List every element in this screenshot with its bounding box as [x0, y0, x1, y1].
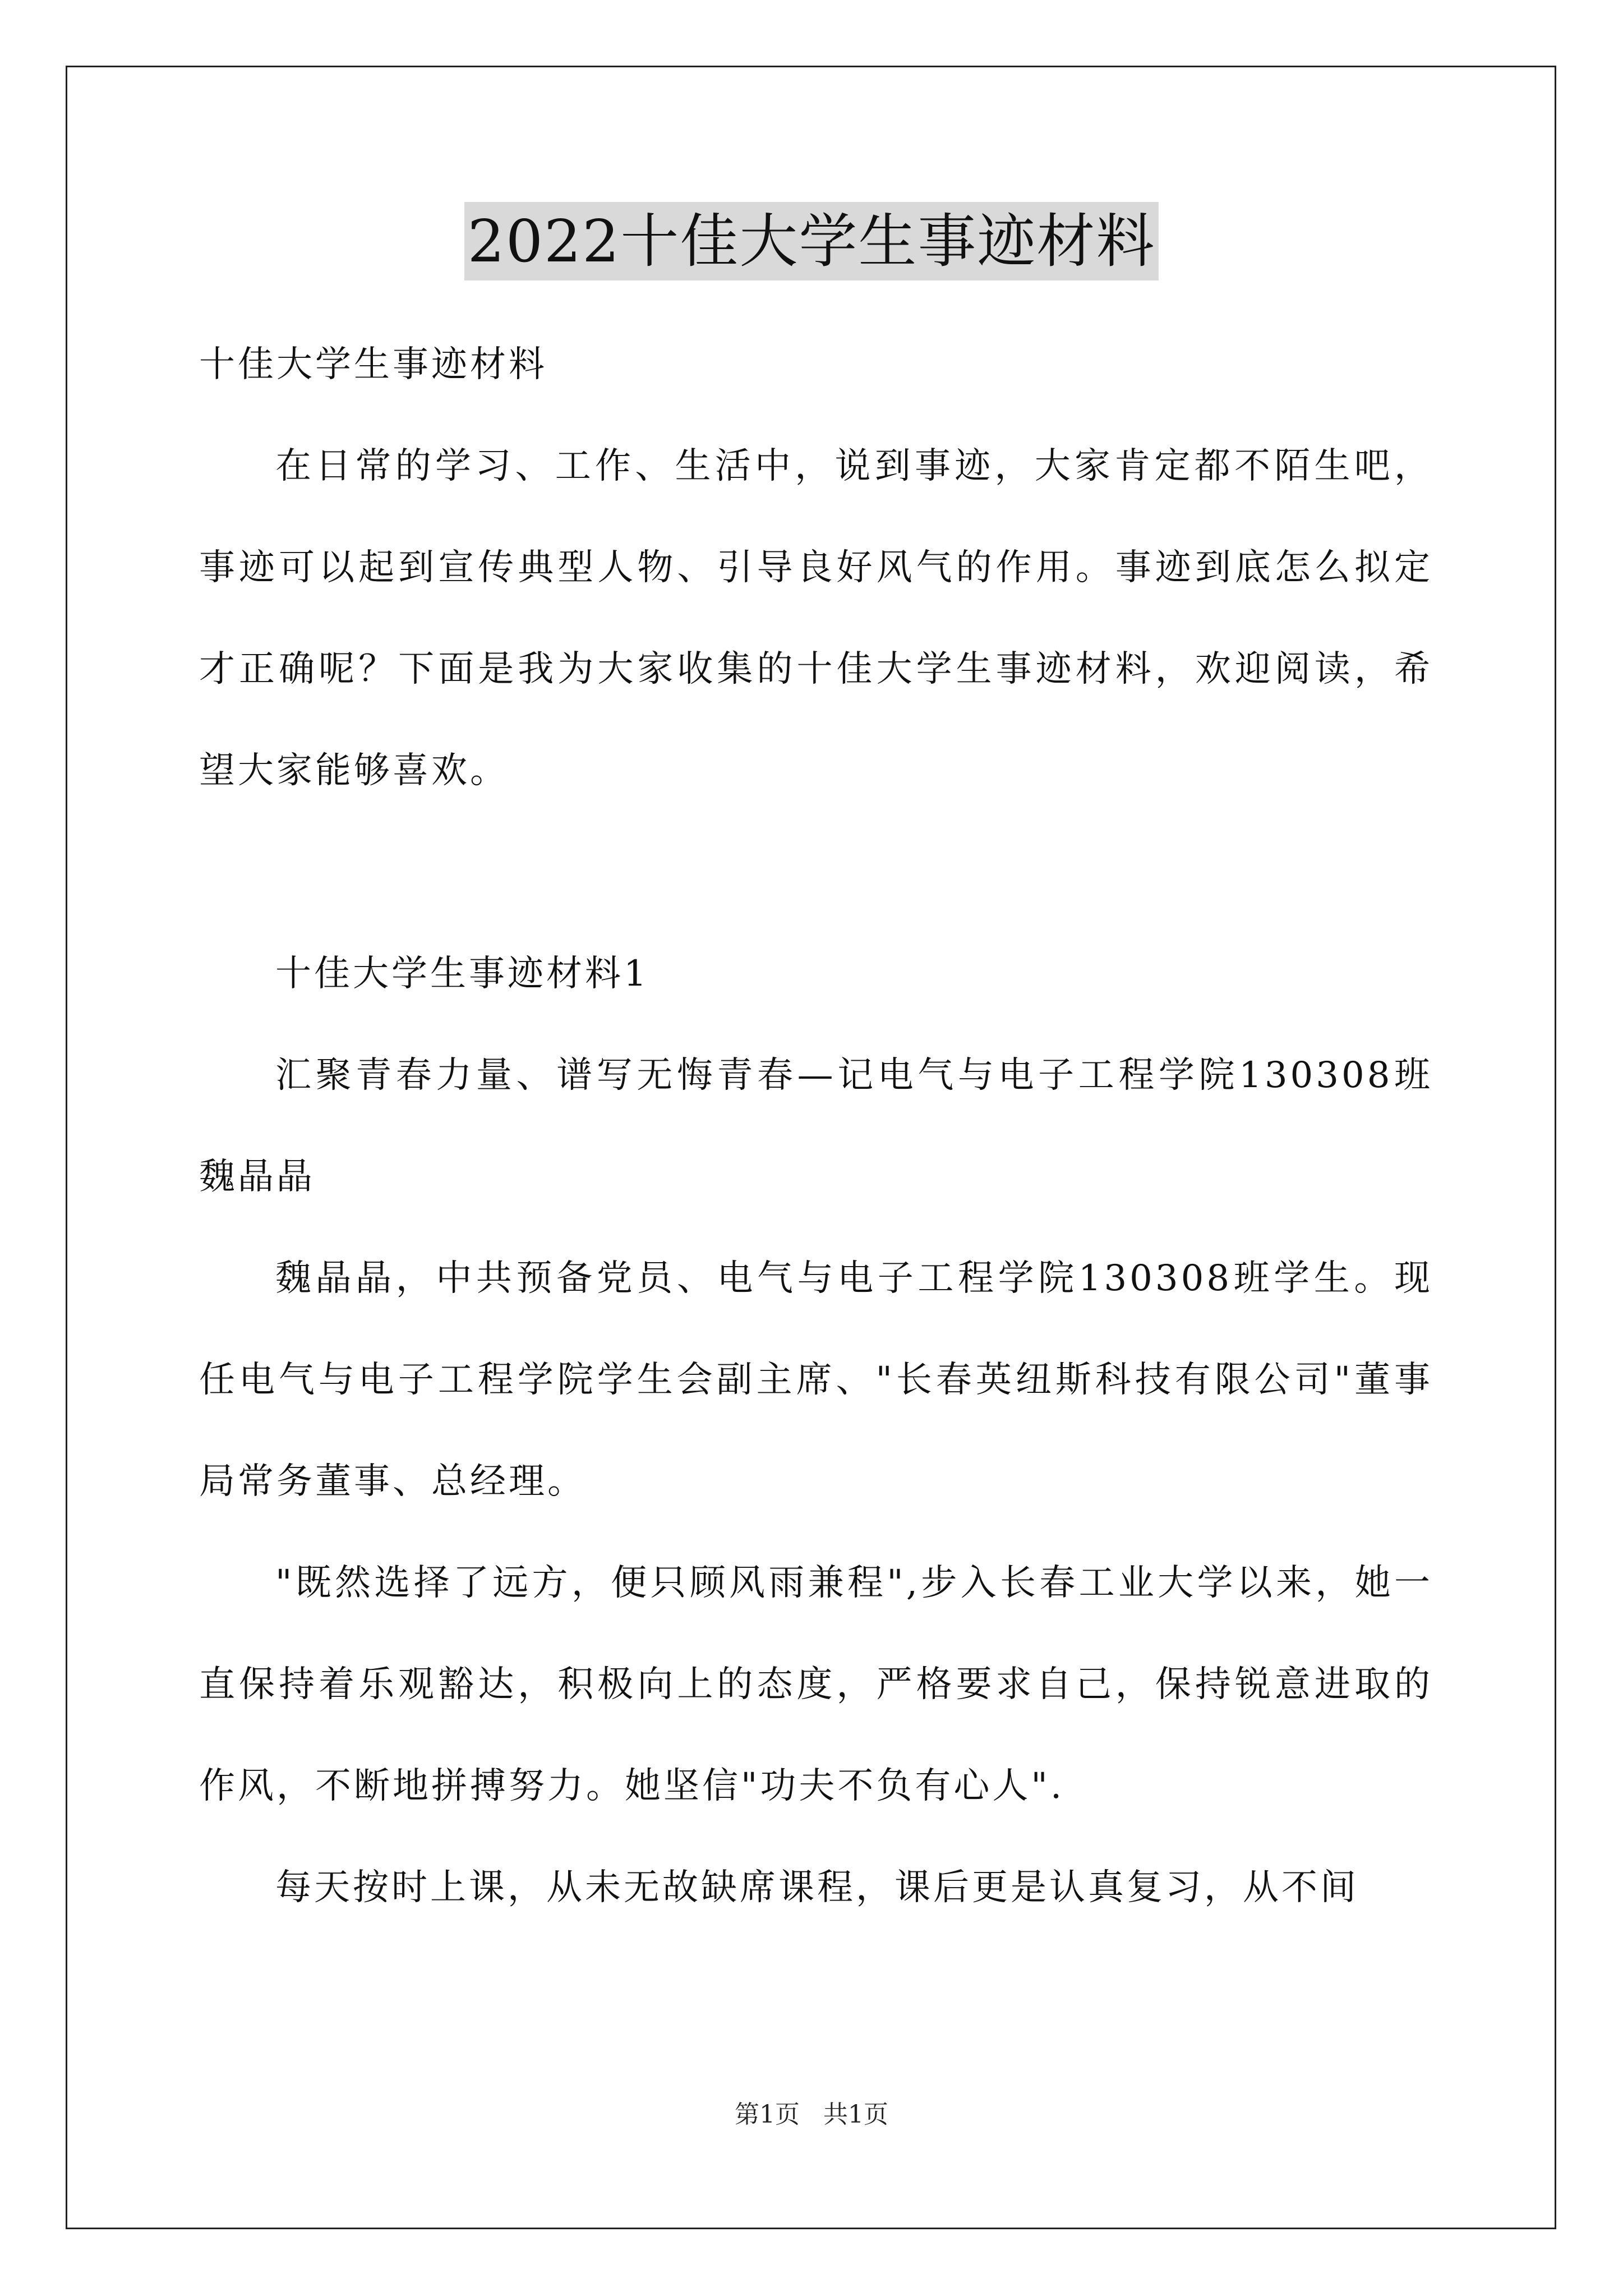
- page-footer: 第1页 共1页: [735, 2100, 888, 2129]
- body-paragraph: "既然选择了远方，便只顾风雨兼程",步入长春工业大学以来，她一直保持着乐观豁达，积极向上的态度，严格要求自己，保持锐意进取的作风，不断地拼搏努力。她坚信"功夫不负有心人".: [199, 1562, 1433, 1807]
- title-container: [0, 202, 1623, 280]
- document-title: 2022十佳大学生事迹材料: [464, 202, 1159, 280]
- body-paragraph: 魏晶晶，中共预备党员、电气与电子工程学院130308班学生。现任电气与电子工程学院学生会副主席、"长春英纽斯科技有限公司"董事局常务董事、总经理。: [199, 1258, 1433, 1502]
- subtitle-paragraph: 十佳大学生事迹材料: [199, 344, 547, 385]
- story-heading: 汇聚青春力量、谱写无悔青春—记电气与电子工程学院130308班魏晶晶: [199, 1055, 1433, 1198]
- paragraph-spacer: [199, 822, 1433, 923]
- document-body: [199, 314, 1433, 1939]
- body-paragraph: 每天按时上课，从未无故缺席课程，课后更是认真复习，从不间: [275, 1867, 1359, 1908]
- intro-paragraph: 在日常的学习、工作、生活中，说到事迹，大家肯定都不陌生吧，事迹可以起到宣传典型人物、引导良好风气的作用。事迹到底怎么拟定才正确呢？下面是我为大家收集的十佳大学生事迹材料，欢迎阅读，希望大家能够喜欢。: [199, 445, 1433, 792]
- section-heading: 十佳大学生事迹材料1: [275, 953, 649, 995]
